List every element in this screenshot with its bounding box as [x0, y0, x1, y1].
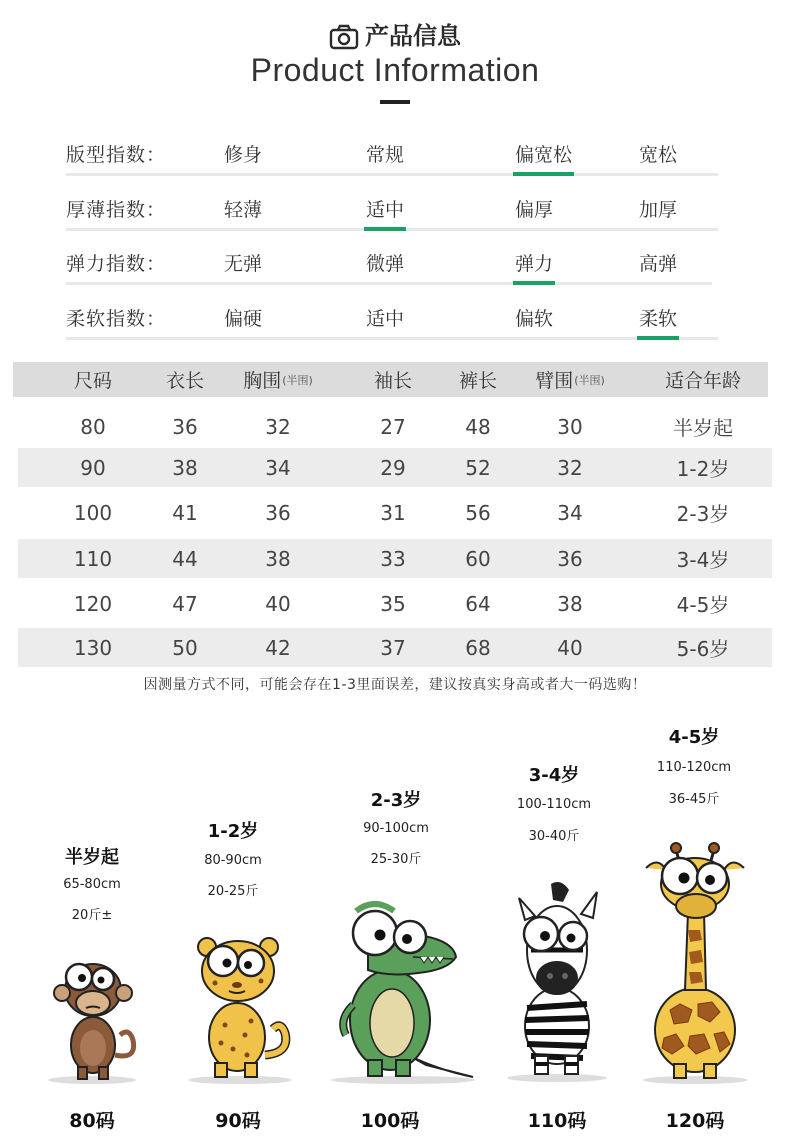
table-row	[18, 539, 772, 578]
table-cell: 34	[265, 455, 291, 480]
index-selected-marker	[637, 336, 679, 340]
table-cell: 32	[265, 414, 291, 439]
table-cell: 4-5岁	[676, 593, 730, 617]
guide-weight-label: 20-25斤	[207, 884, 259, 899]
index-option: 适中	[366, 308, 405, 330]
guide-height-label: 65-80cm	[63, 877, 121, 892]
table-cell: 3-4岁	[676, 548, 730, 572]
section-title-cn	[0, 16, 790, 56]
table-cell: 60	[465, 546, 491, 571]
table-cell: 100	[73, 500, 113, 525]
index-row	[66, 191, 718, 231]
index-row	[66, 300, 718, 340]
table-cell: 38	[265, 546, 291, 571]
index-label: 柔软指数：	[66, 308, 167, 330]
guide-age-label: 1-2岁	[207, 821, 259, 842]
guide-weight-label: 20斤±	[71, 908, 113, 923]
table-row	[13, 493, 768, 532]
table-cell: 38	[172, 455, 198, 480]
header-label: 胸围	[243, 370, 282, 392]
index-row	[66, 136, 718, 176]
index-label: 弹力指数：	[66, 253, 167, 275]
header-label: 袖长	[373, 370, 412, 392]
index-selected-marker	[513, 281, 555, 285]
guide-height-label: 80-90cm	[204, 853, 262, 868]
index-option: 柔软	[639, 308, 678, 330]
header-label: 衣长	[165, 370, 204, 392]
table-row	[18, 628, 772, 667]
table-cell: 1-2岁	[676, 457, 730, 481]
table-header-cell	[505, 362, 635, 397]
guide-age-label: 4-5岁	[668, 727, 720, 748]
table-cell: 41	[172, 500, 198, 525]
header-label: 适合年龄	[664, 370, 741, 392]
header-sublabel: (半围)	[574, 373, 605, 387]
table-header-cell	[213, 362, 343, 397]
index-option: 修身	[224, 144, 263, 166]
table-cell: 50	[172, 635, 198, 660]
title-underline	[380, 100, 410, 104]
size-table-header	[13, 362, 768, 397]
table-row	[18, 448, 772, 487]
guide-weight-label: 30-40斤	[528, 829, 580, 844]
section-title-en: Product Information	[250, 52, 540, 88]
index-option: 加厚	[639, 199, 678, 221]
table-cell: 52	[465, 455, 491, 480]
index-option: 无弹	[224, 253, 263, 275]
index-row-divider	[66, 337, 718, 340]
monkey-illustration	[45, 945, 140, 1085]
table-cell: 40	[265, 591, 291, 616]
table-header-cell	[348, 362, 438, 397]
table-cell: 68	[465, 635, 491, 660]
index-option: 偏软	[515, 308, 554, 330]
table-row	[13, 584, 768, 623]
table-cell: 37	[380, 635, 406, 660]
table-cell: 90	[80, 455, 106, 480]
guide-height-label: 110-120cm	[656, 760, 732, 775]
table-cell: 32	[557, 455, 583, 480]
index-option: 偏硬	[224, 308, 263, 330]
table-cell: 56	[465, 500, 491, 525]
index-option: 适中	[366, 199, 405, 221]
guide-size-code: 90码	[215, 1110, 261, 1132]
index-selected-marker	[364, 227, 406, 231]
table-cell: 38	[557, 591, 583, 616]
giraffe-illustration	[640, 840, 750, 1085]
table-cell: 36	[557, 546, 583, 571]
table-cell: 40	[557, 635, 583, 660]
table-cell: 130	[73, 635, 113, 660]
table-row	[13, 407, 768, 446]
table-cell: 110	[73, 546, 113, 571]
index-label: 版型指数：	[66, 144, 167, 166]
table-cell: 27	[380, 414, 406, 439]
crocodile-illustration	[328, 895, 478, 1085]
index-row	[66, 245, 712, 285]
index-option: 微弹	[366, 253, 405, 275]
index-option: 偏厚	[515, 199, 554, 221]
table-cell: 5-6岁	[676, 637, 730, 661]
guide-size-code: 110码	[527, 1110, 587, 1132]
guide-height-label: 90-100cm	[363, 821, 429, 836]
index-option: 轻薄	[224, 199, 263, 221]
table-cell: 31	[380, 500, 406, 525]
guide-weight-label: 36-45斤	[668, 792, 720, 807]
table-cell: 47	[172, 591, 198, 616]
header-label: 裤长	[458, 370, 497, 392]
index-row-divider	[66, 173, 718, 176]
guide-age-label: 半岁起	[65, 847, 119, 868]
guide-weight-label: 25-30斤	[370, 852, 422, 867]
table-cell: 半岁起	[673, 416, 733, 440]
header-label: 尺码	[73, 370, 112, 392]
index-row-divider	[66, 282, 712, 285]
index-option: 偏宽松	[515, 144, 573, 166]
table-cell: 34	[557, 500, 583, 525]
guide-height-label: 100-110cm	[516, 797, 592, 812]
index-label: 厚薄指数：	[66, 199, 167, 221]
table-cell: 33	[380, 546, 406, 571]
zebra-illustration	[505, 878, 610, 1083]
guide-age-label: 2-3岁	[370, 790, 422, 811]
table-cell: 35	[380, 591, 406, 616]
table-cell: 42	[265, 635, 291, 660]
index-option: 常规	[366, 144, 405, 166]
index-option: 高弹	[639, 253, 678, 275]
guide-size-code: 100码	[360, 1110, 420, 1132]
table-cell: 80	[80, 414, 106, 439]
table-cell: 120	[73, 591, 113, 616]
leopard-illustration	[185, 925, 295, 1085]
header-label: 臂围	[535, 370, 574, 392]
title-cn-text: 产品信息	[365, 22, 461, 50]
table-cell: 36	[265, 500, 291, 525]
table-cell: 29	[380, 455, 406, 480]
guide-size-code: 80码	[69, 1110, 115, 1132]
index-option: 弹力	[515, 253, 554, 275]
table-cell: 36	[172, 414, 198, 439]
index-selected-marker	[513, 172, 574, 176]
table-cell: 64	[465, 591, 491, 616]
table-cell: 30	[557, 414, 583, 439]
table-cell: 48	[465, 414, 491, 439]
measurement-note: 因测量方式不同，可能会存在1-3里面误差，建议按真实身高或者大一码选购！	[143, 677, 647, 693]
index-option: 宽松	[639, 144, 678, 166]
table-cell: 44	[172, 546, 198, 571]
header-sublabel: (半围)	[282, 373, 313, 387]
table-header-cell	[48, 362, 138, 397]
guide-size-code: 120码	[665, 1110, 725, 1132]
table-cell: 2-3岁	[676, 502, 730, 526]
guide-age-label: 3-4岁	[528, 765, 580, 786]
table-header-cell	[633, 362, 773, 397]
